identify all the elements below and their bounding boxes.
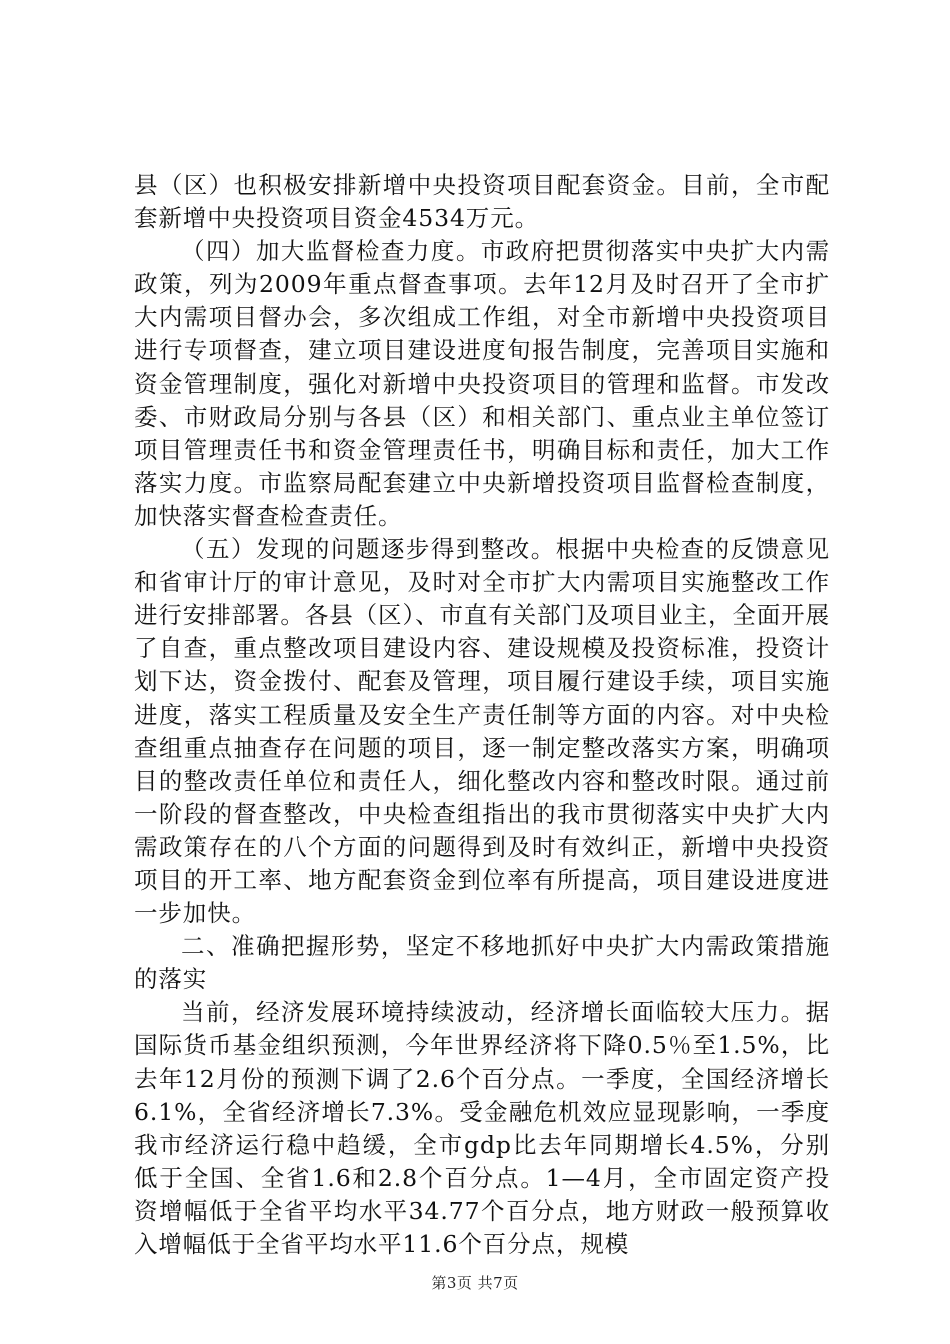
paragraph-2: （四）加大监督检查力度。市政府把贯彻落实中央扩大内需政策，列为2009年重点督查事项。去年12月及时召开了全市扩大内需项目督办会，多次组成工作组，对全市新增中央投资项目进行专项督查，建立项目建设进度旬报告制度，完善项目实施和资金管理制度，强化对新增中央投资项目的管理和监督。市发改委、市财政局分别与各县（区）和相关部门、重点业主单位签订项目管理责任书和资金管理责任书，明确目标和责任，加大工作落实力度。市监察局配套建立中央新增投资项目监督检查制度，加快落实督查检查责任。 [134, 237, 830, 530]
paragraph-3: （五）发现的问题逐步得到整改。根据中央检查的反馈意见和省审计厅的审计意见，及时对全市扩大内需项目实施整改工作进行安排部署。各县（区）、市直有关部门及项目业主，全面开展了自查，重点整改项目建设内容、建设规模及投资标准，投资计划下达，资金拨付、配套及管理，项目履行建设手续，项目实施进度，落实工程质量及安全生产责任制等方面的内容。对中央检查组重点抽查存在问题的项目，逐一制定整改落实方案，明确项目的整改责任单位和责任人，细化整改内容和整改时限。通过前一阶段的督查整改，中央检查组指出的我市贯彻落实中央扩大内需政策存在的八个方面的问题得到及时有效纠正，新增中央投资项目的开工率、地方配套资金到位率有所提高，项目建设进度进一步加快。 [134, 535, 830, 928]
paragraph-1: 县（区）也积极安排新增中央投资项目配套资金。目前，全市配套新增中央投资项目资金4534万元。 [134, 171, 830, 233]
page-number-footer: 第3页 共7页 [431, 1274, 519, 1292]
paragraph-4: 当前，经济发展环境持续波动，经济增长面临较大压力。据国际货币基金组织预测，今年世界经济将下降0.5％至1.5%，比去年12月份的预测下调了2.6个百分点。一季度，全国经济增长6.1%，全省经济增长7.3%。受金融危机效应显现影响，一季度我市经济运行稳中趋缓，全市gdp比去年同期增长4.5%，分别低于全国、全省1.6和2.8个百分点。1—4月，全市固定资产投资增幅低于全省平均水平34.77个百分点，地方财政一般预算收入增幅低于全省平均水平11.6个百分点，规模 [134, 998, 830, 1258]
document-body [134, 169, 830, 1261]
section-heading: 二、准确把握形势，坚定不移地抓好中央扩大内需政策措施的落实 [134, 932, 830, 994]
